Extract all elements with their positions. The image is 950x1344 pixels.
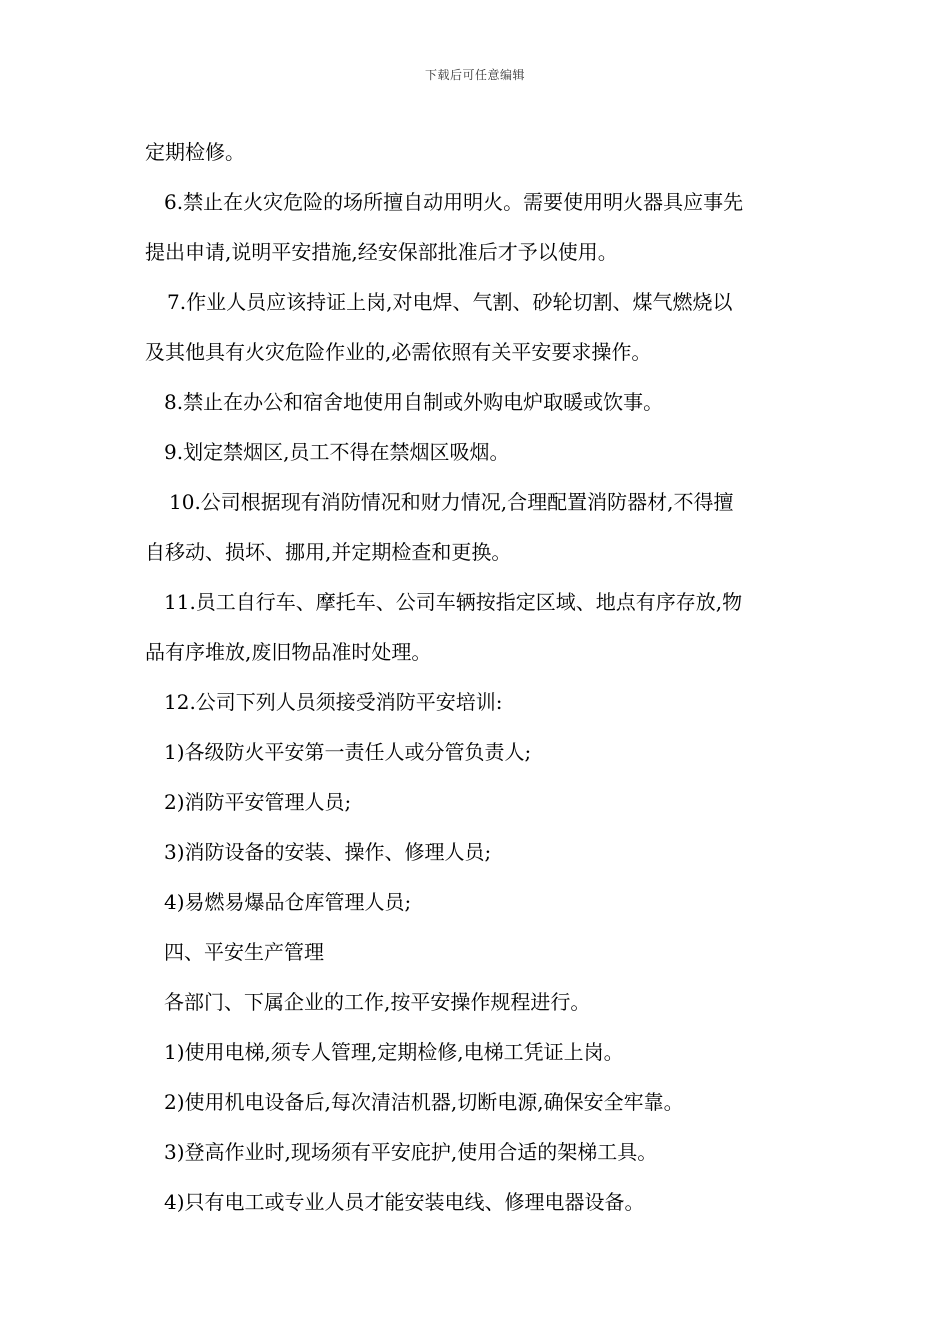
text-line: 及其他具有火灾危险作业的,必需依照有关平安要求操作。 (145, 340, 652, 364)
list-item-line: 3)消防设备的安装、操作、修理人员; (164, 840, 492, 864)
list-item-line: 1)使用电梯,须专人管理,定期检修,电梯工凭证上岗。 (164, 1040, 624, 1064)
text-line: 提出申请,说明平安措施,经安保部批准后才予以使用。 (145, 240, 618, 264)
text-line: 自移动、损坏、挪用,并定期检查和更换。 (145, 540, 512, 564)
text-line: 10.公司根据现有消防情况和财力情况,合理配置消防器材,不得擅 (169, 490, 734, 514)
list-item-line: 2)使用机电设备后,每次清洁机器,切断电源,确保安全牢靠。 (164, 1090, 684, 1114)
text-line: 6.禁止在火灾危险的场所擅自动用明火。需要使用明火器具应事先 (164, 190, 744, 214)
text-line: 12.公司下列人员须接受消防平安培训: (164, 690, 503, 714)
text-line: 各部门、下属企业的工作,按平安操作规程进行。 (164, 990, 591, 1014)
page-header-note: 下载后可任意编辑 (424, 68, 525, 82)
document-body (145, 127, 815, 1227)
text-line: 8.禁止在办公和宿舍地使用自制或外购电炉取暖或饮事。 (164, 390, 664, 414)
text-line: 11.员工自行车、摩托车、公司车辆按指定区域、地点有序存放,物 (164, 590, 743, 614)
list-item-line: 1)各级防火平安第一责任人或分管负责人; (164, 740, 532, 764)
list-item-line: 3)登高作业时,现场须有平安庇护,使用合适的架梯工具。 (164, 1140, 658, 1164)
text-line: 定期检修。 (145, 140, 245, 164)
list-item-line: 4)只有电工或专业人员才能安装电线、修理电器设备。 (164, 1190, 645, 1214)
text-line: 品有序堆放,废旧物品准时处理。 (145, 640, 432, 664)
text-line: 7.作业人员应该持证上岗,对电焊、气割、砂轮切割、煤气燃烧以 (167, 290, 733, 314)
section-heading: 四、平安生产管理 (164, 940, 324, 964)
list-item-line: 2)消防平安管理人员; (164, 790, 352, 814)
list-item-line: 4)易燃易爆品仓库管理人员; (164, 890, 412, 914)
text-line: 9.划定禁烟区,员工不得在禁烟区吸烟。 (164, 440, 510, 464)
